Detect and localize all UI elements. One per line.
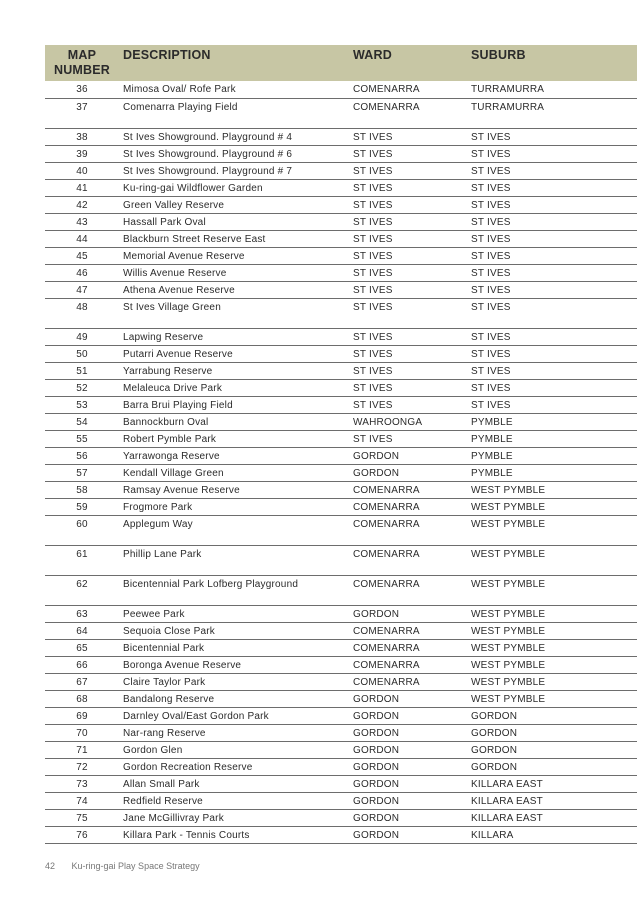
map-number-cell: 39 <box>45 145 119 162</box>
description-cell: Gordon Glen <box>119 741 353 758</box>
map-number-cell: 58 <box>45 481 119 498</box>
map-number-cell: 72 <box>45 758 119 775</box>
table-row <box>45 826 637 843</box>
table-row <box>45 447 637 464</box>
ward-cell: ST IVES <box>353 281 471 298</box>
table-row <box>45 345 637 362</box>
description-cell: Yarrawonga Reserve <box>119 447 353 464</box>
ward-cell: GORDON <box>353 605 471 622</box>
header-row <box>45 45 637 81</box>
table-body <box>45 81 637 843</box>
ward-cell: COMENARRA <box>353 575 471 605</box>
map-number-cell: 63 <box>45 605 119 622</box>
ward-cell: COMENARRA <box>353 545 471 575</box>
table-row <box>45 724 637 741</box>
page-footer <box>45 861 200 871</box>
map-number-cell: 64 <box>45 622 119 639</box>
play-space-table <box>45 45 637 844</box>
table-row <box>45 298 637 328</box>
table-row <box>45 758 637 775</box>
table-row <box>45 179 637 196</box>
suburb-cell: ST IVES <box>471 179 637 196</box>
map-number-cell: 47 <box>45 281 119 298</box>
table-row <box>45 605 637 622</box>
suburb-cell: WEST PYMBLE <box>471 605 637 622</box>
play-space-table-container <box>45 45 637 844</box>
map-number-cell: 76 <box>45 826 119 843</box>
description-cell: St Ives Village Green <box>119 298 353 328</box>
suburb-cell: WEST PYMBLE <box>471 690 637 707</box>
table-row <box>45 162 637 179</box>
description-cell: Mimosa Oval/ Rofe Park <box>119 81 353 98</box>
table-row <box>45 196 637 213</box>
suburb-cell: ST IVES <box>471 145 637 162</box>
map-number-cell: 38 <box>45 128 119 145</box>
ward-cell: GORDON <box>353 792 471 809</box>
description-cell: Nar-rang Reserve <box>119 724 353 741</box>
table-row <box>45 281 637 298</box>
ward-cell: COMENARRA <box>353 656 471 673</box>
description-cell: Redfield Reserve <box>119 792 353 809</box>
suburb-cell: GORDON <box>471 707 637 724</box>
suburb-cell: ST IVES <box>471 345 637 362</box>
suburb-cell: WEST PYMBLE <box>471 498 637 515</box>
suburb-cell: KILLARA EAST <box>471 809 637 826</box>
description-cell: Putarri Avenue Reserve <box>119 345 353 362</box>
ward-cell: ST IVES <box>353 162 471 179</box>
ward-cell: GORDON <box>353 775 471 792</box>
table-row <box>45 792 637 809</box>
suburb-cell: PYMBLE <box>471 413 637 430</box>
map-number-cell: 75 <box>45 809 119 826</box>
description-cell: Willis Avenue Reserve <box>119 264 353 281</box>
suburb-cell: WEST PYMBLE <box>471 639 637 656</box>
ward-cell: ST IVES <box>353 230 471 247</box>
suburb-cell: ST IVES <box>471 196 637 213</box>
suburb-cell: WEST PYMBLE <box>471 515 637 545</box>
description-cell: Bicentennial Park <box>119 639 353 656</box>
suburb-cell: WEST PYMBLE <box>471 481 637 498</box>
map-number-cell: 65 <box>45 639 119 656</box>
table-row <box>45 741 637 758</box>
header-suburb: SUBURB <box>471 48 526 62</box>
ward-cell: COMENARRA <box>353 498 471 515</box>
suburb-cell: ST IVES <box>471 362 637 379</box>
suburb-cell: KILLARA EAST <box>471 792 637 809</box>
ward-cell: ST IVES <box>353 430 471 447</box>
ward-cell: ST IVES <box>353 196 471 213</box>
ward-cell: GORDON <box>353 690 471 707</box>
ward-cell: COMENARRA <box>353 98 471 128</box>
map-number-cell: 46 <box>45 264 119 281</box>
table-row <box>45 396 637 413</box>
description-cell: Bicentennial Park Lofberg Playground <box>119 575 353 605</box>
description-cell: Blackburn Street Reserve East <box>119 230 353 247</box>
page-number: 42 <box>45 861 56 871</box>
ward-cell: COMENARRA <box>353 639 471 656</box>
ward-cell: GORDON <box>353 758 471 775</box>
table-row <box>45 464 637 481</box>
suburb-cell: ST IVES <box>471 162 637 179</box>
table-row <box>45 328 637 345</box>
map-number-cell: 73 <box>45 775 119 792</box>
table-row <box>45 230 637 247</box>
table-row <box>45 128 637 145</box>
map-number-cell: 57 <box>45 464 119 481</box>
description-cell: Comenarra Playing Field <box>119 98 353 128</box>
suburb-cell: GORDON <box>471 741 637 758</box>
table-row <box>45 707 637 724</box>
description-cell: Barra Brui Playing Field <box>119 396 353 413</box>
table-row <box>45 481 637 498</box>
suburb-cell: ST IVES <box>471 298 637 328</box>
map-number-cell: 59 <box>45 498 119 515</box>
description-cell: Ku-ring-gai Wildflower Garden <box>119 179 353 196</box>
ward-cell: COMENARRA <box>353 622 471 639</box>
description-cell: Lapwing Reserve <box>119 328 353 345</box>
description-cell: Melaleuca Drive Park <box>119 379 353 396</box>
map-number-cell: 66 <box>45 656 119 673</box>
ward-cell: WAHROONGA <box>353 413 471 430</box>
suburb-cell: KILLARA <box>471 826 637 843</box>
ward-cell: ST IVES <box>353 247 471 264</box>
description-cell: Phillip Lane Park <box>119 545 353 575</box>
ward-cell: ST IVES <box>353 213 471 230</box>
header-map-number-line2: NUMBER <box>53 63 111 77</box>
header-map-number <box>45 45 119 81</box>
map-number-cell: 51 <box>45 362 119 379</box>
header-map-number-line1: MAP <box>67 48 97 62</box>
map-number-cell: 42 <box>45 196 119 213</box>
description-cell: Memorial Avenue Reserve <box>119 247 353 264</box>
description-cell: St Ives Showground. Playground # 4 <box>119 128 353 145</box>
ward-cell: GORDON <box>353 447 471 464</box>
suburb-cell: WEST PYMBLE <box>471 656 637 673</box>
map-number-cell: 71 <box>45 741 119 758</box>
ward-cell: ST IVES <box>353 362 471 379</box>
ward-cell: GORDON <box>353 464 471 481</box>
ward-cell: COMENARRA <box>353 81 471 98</box>
description-cell: Peewee Park <box>119 605 353 622</box>
suburb-cell: GORDON <box>471 758 637 775</box>
ward-cell: ST IVES <box>353 264 471 281</box>
description-cell: St Ives Showground. Playground # 7 <box>119 162 353 179</box>
ward-cell: COMENARRA <box>353 673 471 690</box>
description-cell: Boronga Avenue Reserve <box>119 656 353 673</box>
description-cell: Gordon Recreation Reserve <box>119 758 353 775</box>
description-cell: Hassall Park Oval <box>119 213 353 230</box>
description-cell: Frogmore Park <box>119 498 353 515</box>
map-number-cell: 50 <box>45 345 119 362</box>
suburb-cell: ST IVES <box>471 128 637 145</box>
map-number-cell: 55 <box>45 430 119 447</box>
map-number-cell: 41 <box>45 179 119 196</box>
suburb-cell: ST IVES <box>471 396 637 413</box>
map-number-cell: 54 <box>45 413 119 430</box>
suburb-cell: TURRAMURRA <box>471 98 637 128</box>
table-row <box>45 145 637 162</box>
description-cell: Bannockburn Oval <box>119 413 353 430</box>
map-number-cell: 37 <box>45 98 119 128</box>
suburb-cell: ST IVES <box>471 264 637 281</box>
ward-cell: ST IVES <box>353 179 471 196</box>
description-cell: Allan Small Park <box>119 775 353 792</box>
map-number-cell: 43 <box>45 213 119 230</box>
ward-cell: GORDON <box>353 741 471 758</box>
table-row <box>45 362 637 379</box>
map-number-cell: 69 <box>45 707 119 724</box>
table-row <box>45 430 637 447</box>
document-title: Ku-ring-gai Play Space Strategy <box>71 861 200 871</box>
ward-cell: GORDON <box>353 809 471 826</box>
description-cell: Applegum Way <box>119 515 353 545</box>
suburb-cell: PYMBLE <box>471 464 637 481</box>
ward-cell: ST IVES <box>353 379 471 396</box>
map-number-cell: 36 <box>45 81 119 98</box>
ward-cell: ST IVES <box>353 145 471 162</box>
table-row <box>45 213 637 230</box>
ward-cell: ST IVES <box>353 345 471 362</box>
map-number-cell: 67 <box>45 673 119 690</box>
map-number-cell: 48 <box>45 298 119 328</box>
suburb-cell: WEST PYMBLE <box>471 673 637 690</box>
suburb-cell: ST IVES <box>471 281 637 298</box>
table-row <box>45 575 637 605</box>
ward-cell: GORDON <box>353 826 471 843</box>
table-row <box>45 690 637 707</box>
table-row <box>45 545 637 575</box>
description-cell: Green Valley Reserve <box>119 196 353 213</box>
map-number-cell: 44 <box>45 230 119 247</box>
map-number-cell: 61 <box>45 545 119 575</box>
table-row <box>45 809 637 826</box>
description-cell: Sequoia Close Park <box>119 622 353 639</box>
ward-cell: ST IVES <box>353 328 471 345</box>
description-cell: Killara Park - Tennis Courts <box>119 826 353 843</box>
header-ward: WARD <box>353 48 392 62</box>
ward-cell: ST IVES <box>353 128 471 145</box>
table-row <box>45 379 637 396</box>
table-row <box>45 515 637 545</box>
table-header <box>45 45 637 81</box>
suburb-cell: PYMBLE <box>471 447 637 464</box>
map-number-cell: 40 <box>45 162 119 179</box>
ward-cell: COMENARRA <box>353 515 471 545</box>
suburb-cell: WEST PYMBLE <box>471 622 637 639</box>
ward-cell: GORDON <box>353 724 471 741</box>
table-row <box>45 775 637 792</box>
table-row <box>45 247 637 264</box>
description-cell: Bandalong Reserve <box>119 690 353 707</box>
table-row <box>45 413 637 430</box>
map-number-cell: 52 <box>45 379 119 396</box>
ward-cell: ST IVES <box>353 396 471 413</box>
suburb-cell: ST IVES <box>471 230 637 247</box>
header-description: DESCRIPTION <box>123 48 211 62</box>
map-number-cell: 68 <box>45 690 119 707</box>
ward-cell: COMENARRA <box>353 481 471 498</box>
suburb-cell: ST IVES <box>471 247 637 264</box>
table-row <box>45 622 637 639</box>
table-row <box>45 673 637 690</box>
map-number-cell: 45 <box>45 247 119 264</box>
ward-cell: ST IVES <box>353 298 471 328</box>
description-cell: Robert Pymble Park <box>119 430 353 447</box>
table-row <box>45 264 637 281</box>
description-cell: Ramsay Avenue Reserve <box>119 481 353 498</box>
map-number-cell: 56 <box>45 447 119 464</box>
map-number-cell: 53 <box>45 396 119 413</box>
map-number-cell: 74 <box>45 792 119 809</box>
map-number-cell: 60 <box>45 515 119 545</box>
suburb-cell: ST IVES <box>471 213 637 230</box>
suburb-cell: KILLARA EAST <box>471 775 637 792</box>
map-number-cell: 62 <box>45 575 119 605</box>
description-cell: Jane McGillivray Park <box>119 809 353 826</box>
suburb-cell: ST IVES <box>471 379 637 396</box>
description-cell: Kendall Village Green <box>119 464 353 481</box>
table-row <box>45 81 637 98</box>
table-row <box>45 98 637 128</box>
suburb-cell: WEST PYMBLE <box>471 575 637 605</box>
suburb-cell: GORDON <box>471 724 637 741</box>
description-cell: Yarrabung Reserve <box>119 362 353 379</box>
description-cell: Claire Taylor Park <box>119 673 353 690</box>
table-row <box>45 656 637 673</box>
map-number-cell: 70 <box>45 724 119 741</box>
table-row <box>45 639 637 656</box>
map-number-cell: 49 <box>45 328 119 345</box>
ward-cell: GORDON <box>353 707 471 724</box>
description-cell: Darnley Oval/East Gordon Park <box>119 707 353 724</box>
description-cell: Athena Avenue Reserve <box>119 281 353 298</box>
suburb-cell: TURRAMURRA <box>471 81 637 98</box>
table-row <box>45 498 637 515</box>
suburb-cell: WEST PYMBLE <box>471 545 637 575</box>
description-cell: St Ives Showground. Playground # 6 <box>119 145 353 162</box>
suburb-cell: ST IVES <box>471 328 637 345</box>
suburb-cell: PYMBLE <box>471 430 637 447</box>
